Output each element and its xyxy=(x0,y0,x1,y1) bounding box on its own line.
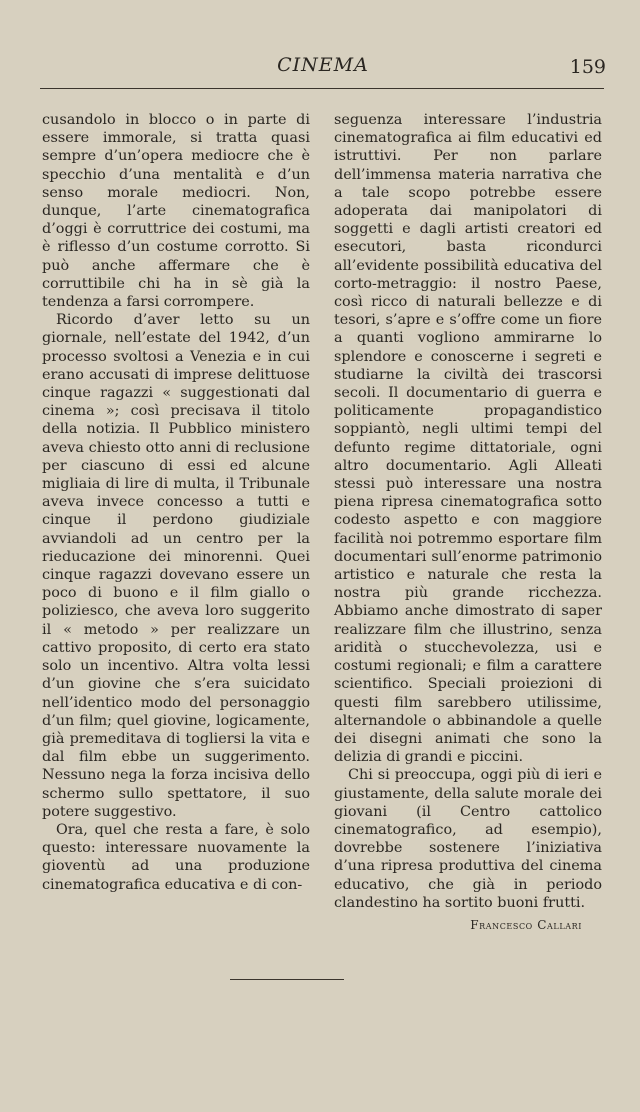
running-title: CINEMA xyxy=(277,54,369,76)
paragraph: Chi si preoccupa, oggi più di ieri e giustamente, della salute morale dei giovani (il Centro cattolico cinematografico, ad esempio), dovrebbe sostenere l’iniziativa d’una ripresa produttiva del cinema educativo, che già in periodo clandestino ha sortito buoni frutti. xyxy=(334,767,602,911)
page-header xyxy=(40,54,606,84)
page-number: 159 xyxy=(569,56,606,78)
header-rule xyxy=(40,88,604,89)
right-column xyxy=(334,111,602,932)
paragraph: seguenza interessare l’industria cinematografica ai film educativi ed istruttivi. Per non parlare dell’immensa materia narrativa che a tale scopo potrebbe essere adoperata dai manipolatori di soggetti e dagli artisti creatori ed esecutori, basta ricondurci all’evidente possibilità educativa del corto-metraggio: il nostro Paese, così ricco di naturali bellezze e di tesori, s’apre e s’offre come un fiore a quanti vogliono ammirarne lo splendore e conoscerne i segreti e studiarne la civiltà dei trascorsi secoli. Il documentario di guerra e politicamente propagandistico soppiantò, negli ultimi tempi del defunto regime dittatoriale, ogni altro documentario. Agli Alleati stessi può interessare una nostra piena ripresa cinematografica sotto codesto aspetto e con maggiore facilità noi potremmo esportare film documentari sull’enorme patrimonio artistico e naturale che resta la nostra più grande ricchezza. Abbiamo anche dimostrato di saper realizzare film che illustrino, senza aridità o stucchevolezza, usi e costumi regionali; e film a carattere scientifico. Speciali proiezioni di questi film sarebbero utilissime, alternandole o abbinandole a quelle dei disegni animati che sono la delizia di grandi e piccini. xyxy=(334,112,602,766)
paragraph: Ricordo d’aver letto su un giornale, nell’estate del 1942, d’un processo svoltosi a Venezia e in cui erano accusati di imprese delittuose cinque ragazzi « suggestionati dal cinema »; così precisava il titolo della notizia. Il Pubblico ministero aveva chiesto otto anni di reclusione per ciascuno di essi ed alcune migliaia di lire di multa, il Tribunale aveva invece concesso a tutti e cinque il perdono giudiziale avviandoli ad un centro per la rieducazione dei minorenni. Quei cinque ragazzi dovevano essere un poco di buono e il film giallo o poliziesco, che aveva loro suggerito il « metodo » per realizzare un cattivo proposito, di certo era stato solo un incentivo. Altra volta lessi d’un giovine che s’era suicidato nell’identico modo del personaggio d’un film; quel giovine, logicamente, già premeditava di togliersi la vita e dal film ebbe un suggerimento. Nessuno nega la forza incisiva dello schermo sullo spettatore, il suo potere suggestivo. xyxy=(42,312,310,820)
author-signature: Francesco Callari xyxy=(470,917,582,932)
footer-rule xyxy=(230,979,344,980)
paragraph: cusandolo in blocco o in parte di essere immorale, si tratta quasi sempre d’un’opera mediocre che è specchio d’una mentalità e d’un senso morale mediocri. Non, dunque, l’arte cinematografica d’oggi è corruttrice dei costumi, ma è riflesso d’un costume corrotto. Si può anche affermare che è corruttibile chi ha in sè già la tendenza a farsi corrompere. xyxy=(42,112,310,311)
paragraph: Ora, quel che resta a fare, è solo questo: interessare nuovamente la gioventù ad una produzione cinematografica educativa e di con- xyxy=(42,821,310,893)
left-column xyxy=(42,111,310,894)
